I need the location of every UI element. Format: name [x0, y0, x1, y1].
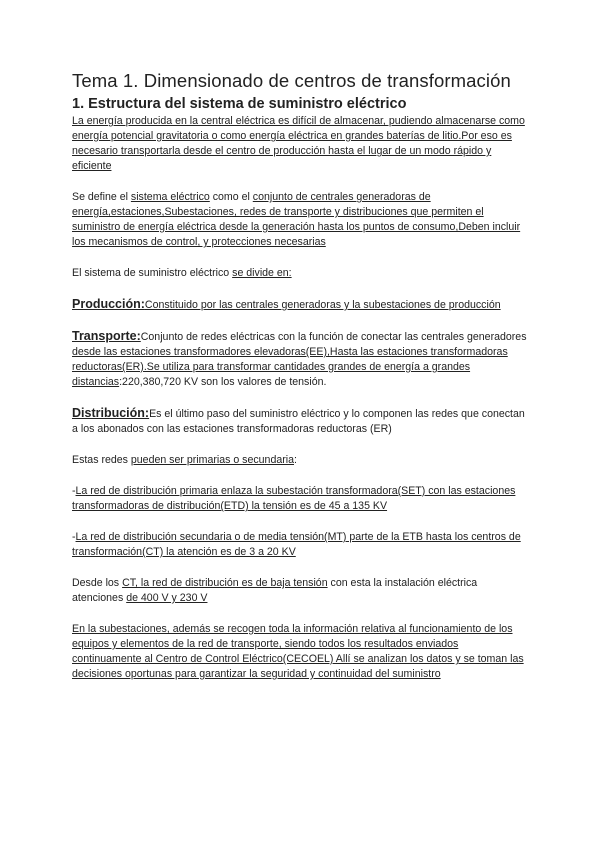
term-produccion: Producción:	[72, 297, 145, 311]
distribucion-paragraph: Distribución:Es el último paso del suministro eléctrico y lo componen las redes que conectan a los abonados con las estaciones transformadoras reductoras (ER)	[72, 406, 525, 435]
transporte-paragraph: Transporte:Conjunto de redes eléctricas con la función de conectar las centrales generadores desde las estaciones transformadores elevadoras(EE),Hasta las estaciones transformadoras reductoras(ER).Se utiliza para transformar cantidades grandes de energía a grandes distancias:220,380,720 KV son los valores de tensión.	[72, 329, 527, 388]
document-title: Tema 1. Dimensionado de centros de transformación	[72, 70, 511, 91]
term-distribucion: Distribución:	[72, 406, 150, 420]
term-sistema-electrico: sistema eléctrico	[130, 191, 210, 203]
division-paragraph: El sistema de suministro eléctrico se divide en:	[72, 267, 292, 279]
document-page	[72, 68, 528, 682]
produccion-paragraph: Producción:Constituido por las centrales generadoras y la subestaciones de producción	[72, 297, 501, 311]
intro-paragraph	[72, 114, 528, 174]
term-transporte: Transporte:	[72, 329, 141, 343]
definition-paragraph: Se define el sistema eléctrico como el conjunto de centrales generadoras de energía,estaciones,Subestaciones, redes de transporte y distribuciones que permiten el suministro de energía eléctrica desde la generación hasta los puntos de consumo,Deben incluir los mecanismos de control, y protecciones necesarias	[72, 191, 521, 248]
subestaciones-paragraph: En la subestaciones, además se recogen toda la información relativa al funcionamiento de los equipos y elementos de la red de transporte, siendo todos los resultados enviados continuamente al Centro de Control Eléctrico(CECOEL) Allí se analizan los datos y se toman las decisiones oportunas para garantizar la seguridad y continuidad del suministro	[72, 623, 524, 680]
redes-paragraph: Estas redes pueden ser primarias o secundaria:	[72, 454, 297, 466]
definition-text: conjunto de centrales generadoras de energía,estaciones,Subestaciones, redes de transporte y distribuciones que permiten el suministro de energía eléctrica desde la generación hasta los puntos de consumo,Deben incluir los mecanismos de control, y protecciones necesarias	[72, 191, 521, 248]
section-heading: 1. Estructura del sistema de suministro eléctrico	[72, 96, 407, 112]
red-primaria-paragraph: -La red de distribución primaria enlaza la subestación transformadora(SET) con las estaciones transformadoras de distribución(ETD) la tensión es de 45 a 135 KV	[72, 485, 516, 512]
red-secundaria-paragraph: -La red de distribución secundaria o de media tensión(MT) parte de la ETB hasta los centros de transformación(CT) la atención es de 3 a 20 KV	[72, 531, 521, 558]
intro-text: La energía producida en la central eléctrica es difícil de almacenar, pudiendo almacenarse como energía potencial gravitatoria o como energía eléctrica en grandes baterías de litio.Por eso es necesario transportarla desde el centro de producción hasta el lugar de un modo rápido y eficiente	[72, 115, 525, 172]
baja-tension-paragraph: Desde los CT, la red de distribución es de baja tensión con esta la instalación eléctrica atenciones de 400 V y 230 V	[72, 577, 478, 604]
